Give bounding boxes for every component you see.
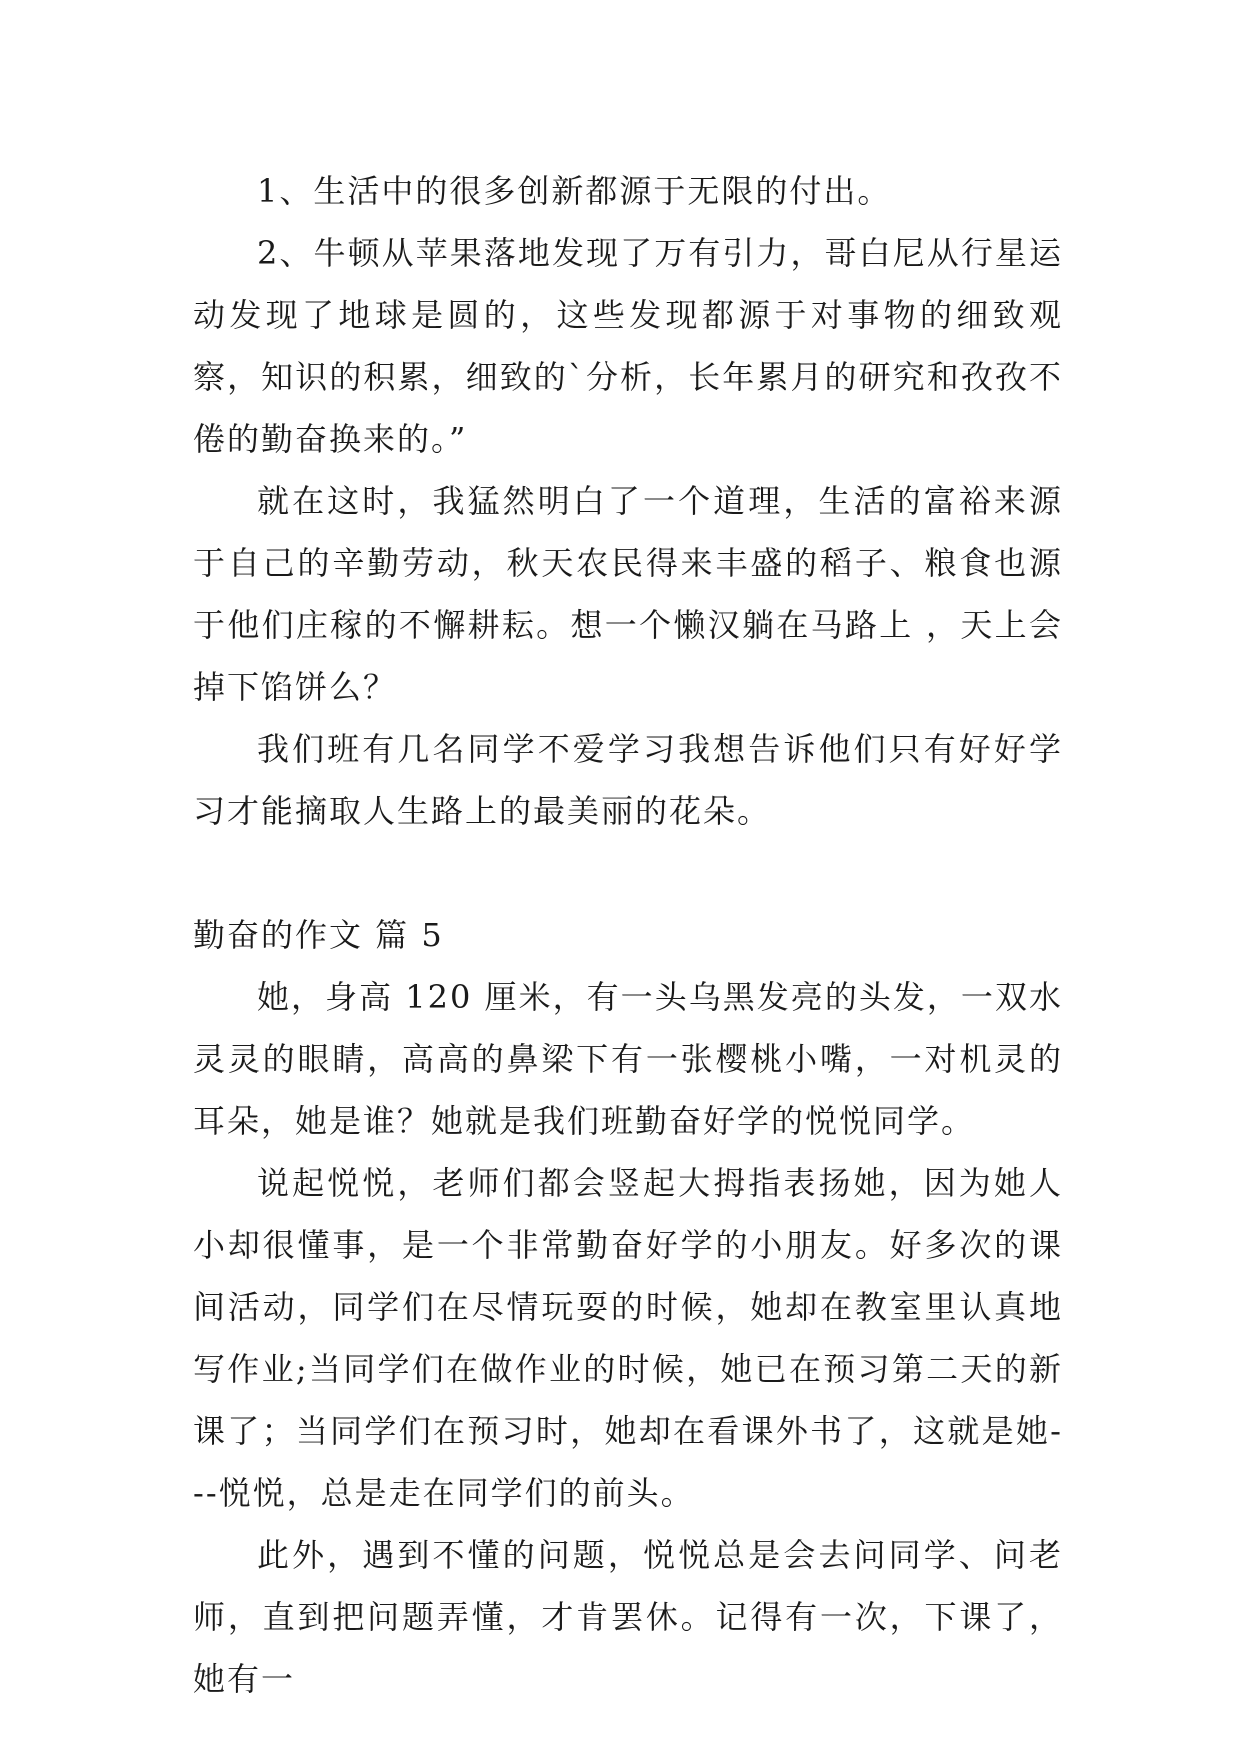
paragraph-1: 1、生活中的很多创新都源于无限的付出。 <box>257 172 892 210</box>
paragraph-4: 我们班有几名同学不爱学习我想告诉他们只有好好学习才能摘取人生路上的最美丽的花朵。 <box>193 730 1063 830</box>
paragraph-2: 2、牛顿从苹果落地发现了万有引力，哥白尼从行星运动发现了地球是圆的，这些发现都源于对事物的细致观察，知识的积累，细致的`分析，长年累月的研究和孜孜不倦的勤奋换来的。” <box>193 234 1063 458</box>
paragraph-7: 此外，遇到不懂的问题，悦悦总是会去问同学、问老师，直到把问题弄懂，才肯罢休。记得有一次，下课了，她有一 <box>193 1536 1063 1698</box>
paragraph-5: 她，身高 120 厘米，有一头乌黑发亮的头发，一双水灵灵的眼睛，高高的鼻梁下有一张樱桃小嘴，一对机灵的耳朵，她是谁？她就是我们班勤奋好学的悦悦同学。 <box>193 978 1063 1140</box>
paragraph-6: 说起悦悦，老师们都会竖起大拇指表扬她，因为她人小却很懂事，是一个非常勤奋好学的小朋友。好多次的课间活动，同学们在尽情玩耍的时候，她却在教室里认真地写作业;当同学们在做作业的时候，她已在预习第二天的新课了；当同学们在预习时，她却在看课外书了，这就是她---悦悦，总是走在同学们的前头。 <box>193 1164 1063 1512</box>
paragraph-3: 就在这时，我猛然明白了一个道理，生活的富裕来源于自己的辛勤劳动，秋天农民得来丰盛的稻子、粮食也源于他们庄稼的不懈耕耘。想一个懒汉躺在马路上 ，天上会掉下馅饼么？ <box>193 482 1063 706</box>
document-body <box>193 160 1063 1710</box>
section-heading: 勤奋的作文 篇 5 <box>193 916 444 954</box>
